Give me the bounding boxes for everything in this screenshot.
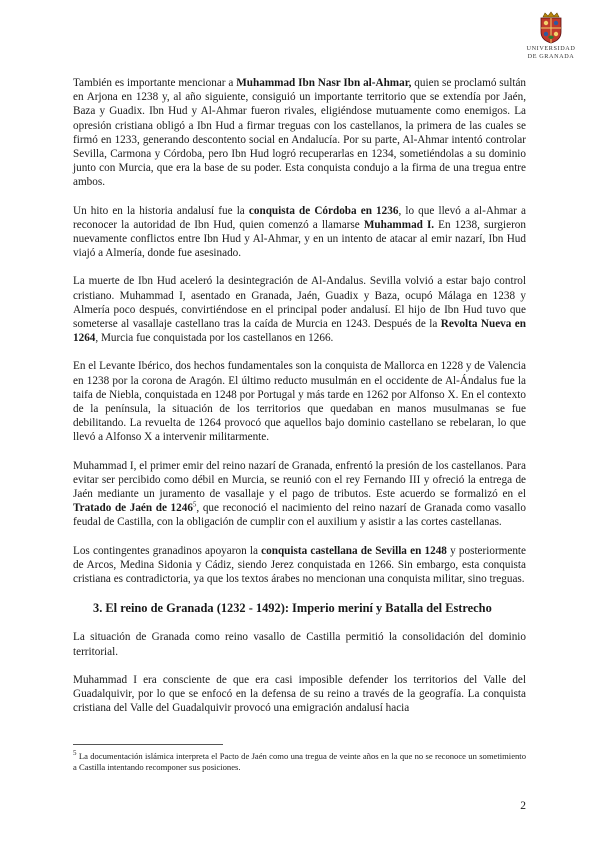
bold-term: conquista castellana de Sevilla en 1248 (261, 544, 447, 557)
footnote (73, 751, 526, 773)
coat-of-arms-icon (534, 10, 568, 44)
paragraph-text: La muerte de Ibn Hud aceleró la desintegración de Al-Andalus. Sevilla volvió a estar bajo control cristiano. Muhammad I, asentado en Granada, Jaén, Guadix y Baza, ocupó Málaga en 1238 y Almería poco después, convirtiéndose en el principal poder andalusí. El hijo de Ibn Hud tuvo que someterse al vasallaje castellano tras la caída de Murcia en 1243. Después de la (73, 275, 526, 331)
paragraph-text: Muhammad I, el primer emir del reino nazarí de Granada, enfrentó la presión de los castellanos. Para evitar ser percibido como débil en Murcia, se reunió con el rey Fernando III y ofreció la entrega de Jaén mediante un juramento de vasallaje y el pago de tributos. Este acuerdo se formalizó en el (73, 459, 526, 501)
paragraph-2 (73, 204, 526, 261)
paragraph-4 (73, 359, 526, 444)
paragraph-3 (73, 274, 526, 345)
paragraph-6 (73, 544, 526, 587)
footnote-marker: 5 (73, 749, 77, 758)
page-number: 2 (520, 800, 526, 812)
university-name-line1: UNIVERSIDAD (526, 45, 576, 52)
paragraph-text: En 1238, surgieron nuevamente conflictos entre Ibn Hud y Al-Ahmar, y en un intento de atacar al emir nazarí, Ibn Hud viajó a Almería, donde fue asesinado. (73, 218, 526, 260)
paragraph-text: y posteriormente de Arcos, Medina Sidonia y Cádiz, siendo Jerez conquistada en 1266. Sin embargo, esta conquista cristiana es contradictoria, ya que los textos árabes no mencionan una conquista militar, sino treguas. (73, 544, 527, 586)
paragraph-text: Muhammad I era consciente de que era casi imposible defender los territorios del Valle del Guadalquivir, por lo que se enfocó en la defensa de su reino a través de la geografía. La conquista cristiana del Valle del Guadalquivir provocó una emigración andalusí hacia (73, 673, 526, 715)
paragraph-text: También es importante mencionar a (73, 77, 237, 89)
section-heading: 3. El reino de Granada (1232 - 1492): Imperio meriní y Batalla del Estrecho (93, 601, 492, 616)
footnote-reference[interactable]: 5 (192, 500, 197, 509)
paragraph-8 (73, 673, 526, 716)
bold-term: Tratado de Jaén de 1246 (73, 502, 193, 515)
footnote-divider (73, 744, 223, 745)
bold-term: Muhammad I. (363, 218, 435, 231)
paragraph-text: Un hito en la historia andalusí fue la (73, 204, 249, 217)
paragraph-text: , que reconoció el nacimiento del reino nazarí de Granada como vasallo feudal de Castilla, con la obligación de cumplir con el auxilium y asistir a las cortes castellanas. (73, 502, 526, 529)
bold-term: Muhammad Ibn Nasr Ibn al-Ahmar, (236, 77, 412, 89)
page-body (73, 76, 526, 729)
paragraph-5 (73, 459, 526, 530)
bold-term: Revolta Nueva en 1264 (73, 318, 526, 345)
paragraph-7 (73, 630, 526, 658)
university-name-line2: DE GRANADA (527, 53, 575, 60)
university-logo (517, 10, 585, 60)
paragraph-text: , lo que llevó a al-Ahmar a reconocer la autoridad de Ibn Hud, quien comenzó a llamarse (73, 204, 526, 231)
bold-term: conquista de Córdoba en 1236 (248, 204, 399, 217)
footnote-text: La documentación islámica interpreta el Pacto de Jaén como una tregua de veinte años en la que no se reconoce un sometimiento a Castilla intentando recomponer sus posiciones. (73, 751, 526, 772)
paragraph-text: Los contingentes granadinos apoyaron la (73, 544, 262, 557)
paragraph-text: En el Levante Ibérico, dos hechos fundamentales son la conquista de Mallorca en 1228 y de Valencia en 1238 por la corona de Aragón. El último reducto musulmán en el occidente de Al-Ándalus fue la taifa de Niebla, conquistada en 1248 por Portugal y más tarde en 1262 por Alfonso X. En el contexto de la península, la situación de los territorios que quedaban en manos musulmanas se fue debilitando. La revuelta de 1264 provocó que aquellos bajo dominio castellano se rebelaran, lo que llevó a Alfonso X a intervenir militarmente. (73, 360, 526, 444)
paragraph-text: quien se proclamó sultán en Arjona en 1238 y, al año siguiente, consiguió un importante territorio que se extendía por Jaén, Baza y Guadix. Ibn Hud y Al-Ahmar fueron rivales, eligiéndose mutuamente como enemigos. La opresión cristiana obligó a Ibn Hud a firmar treguas con los castellanos, la primera de las cuales se firmó en 1233, generando descontento social en Andalucía. Por su parte, Al-Ahmar intentó controlar Sevilla, Carmona y Córdoba, pero Ibn Hud logró recuperarlas en 1234, sometiéndolas a su dominio junto con Murcia, que era la base de su poder. Esta conquista condujo a la firma de una tregua entre ambos. (73, 77, 527, 189)
paragraph-1 (73, 76, 526, 190)
paragraph-text: , Murcia fue conquistada por los castellanos en 1266. (95, 332, 334, 345)
paragraph-text: La situación de Granada como reino vasallo de Castilla permitió la consolidación del dominio territorial. (73, 631, 526, 658)
